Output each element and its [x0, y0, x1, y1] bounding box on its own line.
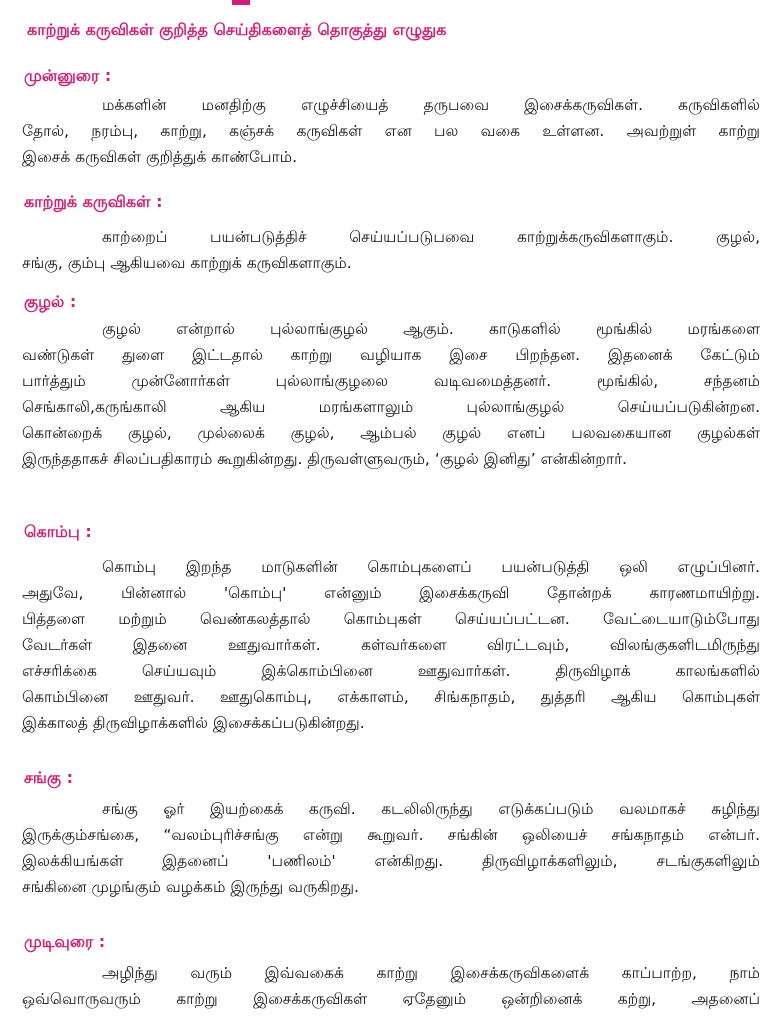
paragraph-line: அதுவே, பின்னால் 'கொம்பு' என்னும் இசைக்கருவி தோன்றக் காரணமாயிற்று. [22, 584, 760, 602]
paragraph-line: இருந்ததாகச் சிலப்பதிகாரம் கூறுகின்றது. திருவள்ளுவரும், ‘குழல் இனிது’ என்கின்றார். [22, 450, 628, 468]
section-heading-flute: குழல் : [24, 292, 77, 311]
section-paragraph-horn [22, 554, 760, 736]
section-heading-intro: முன்னுரை : [24, 66, 112, 85]
section-paragraph-flute [22, 316, 760, 472]
paragraph-line: கொம்பினை ஊதுவர். ஊதுகொம்பு, எக்காளம், சிங்கநாதம், துத்தரி ஆகிய கொம்புகள் [22, 688, 760, 706]
section-paragraph-wind-instruments [22, 224, 760, 276]
paragraph-line: இக்காலத் திருவிழாக்களில் இசைக்கப்படுகின்றது. [22, 714, 365, 732]
paragraph-line: கொம்பு இறந்த மாடுகளின் கொம்புகளைப் பயன்படுத்தி ஒலி எழுப்பினர். [102, 558, 760, 576]
paragraph-line: பார்த்தும் முன்னோர்கள் புல்லாங்குழலை வடிவமைத்தனர். மூங்கில், சந்தனம் [22, 372, 760, 390]
paragraph-line: அழிந்து வரும் இவ்வகைக் காற்று இசைக்கருவிகளைக் காப்பாற்ற, நாம் [102, 964, 760, 982]
paragraph-line: பித்தளை மற்றும் வெண்கலத்தால் கொம்புகள் செய்யப்பட்டன. வேட்டையாடும்போது [22, 610, 760, 628]
page-title: காற்றுக் கருவிகள் குறித்த செய்திகளைத் தொகுத்து எழுதுக [27, 20, 447, 39]
paragraph-line: மக்களின் மனதிற்கு எழுச்சியைத் தருபவை இசைக்கருவிகள். கருவிகளில் [102, 96, 760, 114]
paragraph-line: இருக்கும்சங்கை, “வலம்புரிச்சங்கு என்று கூறுவர். சங்கின் ஒலியைச் சங்கநாதம் என்பர். [22, 826, 760, 844]
paragraph-line: ஒவ்வொருவரும் காற்று இசைக்கருவிகள் ஏதேனும் ஒன்றினைக் கற்று, அதனைப் [22, 990, 760, 1008]
paragraph-line: சங்கு, கும்பு ஆகியவை காற்றுக் கருவிகளாகும். [22, 254, 352, 272]
paragraph-line: சங்கு ஓர் இயற்கைக் கருவி. கடலிலிருந்து எடுக்கப்படும் வலமாகச் சுழிந்து [102, 800, 760, 818]
section-paragraph-intro [22, 92, 760, 170]
paragraph-line: இசைக் கருவிகள் குறித்துக் காண்போம். [22, 148, 298, 166]
section-heading-horn: கொம்பு : [24, 522, 92, 541]
paragraph-line: வண்டுகள் துளை இட்டதால் காற்று வழியாக இசை பிறந்தன. இதனைக் கேட்டும் [22, 346, 760, 364]
paragraph-line: கொன்றைக் குழல், முல்லைக் குழல், ஆம்பல் குழல் எனப் பலவகையான குழல்கள் [22, 424, 760, 442]
paragraph-line: குழல் என்றால் புல்லாங்குழல் ஆகும். காடுகளில் மூங்கில் மரங்களை [102, 320, 760, 338]
section-heading-conch: சங்கு : [24, 768, 73, 787]
paragraph-line: தோல், நரம்பு, காற்று, கஞ்சக் கருவிகள் என பல வகை உள்ளன. அவற்றுள் காற்று [22, 122, 760, 140]
section-heading-conclusion: முடிவுரை : [24, 932, 106, 951]
paragraph-line: இலக்கியங்கள் இதனைப் 'பணிலம்' என்கிறது. திருவிழாக்களிலும், சடங்குகளிலும் [22, 852, 760, 870]
paragraph-line: காற்றைப் பயன்படுத்திச் செய்யப்படுபவை காற்றுக்கருவிகளாகும். குழல், [102, 228, 760, 246]
top-edge-mark [232, 0, 250, 5]
paragraph-line: எச்சரிக்கை செய்யவும் இக்கொம்பினை ஊதுவார்கள். திருவிழாக் காலங்களில் [22, 662, 760, 680]
section-paragraph-conch [22, 796, 760, 900]
section-paragraph-conclusion [22, 960, 760, 1012]
paragraph-line: வேடர்கள் இதனை ஊதுவார்கள். கள்வர்களை விரட்டவும், விலங்குகளிடமிருந்து [22, 636, 760, 654]
paragraph-line: செங்காலி,கருங்காலி ஆகிய மரங்களாலும் புல்லாங்குழல் செய்யப்படுகின்றன. [22, 398, 760, 416]
section-heading-wind-instruments: காற்றுக் கருவிகள் : [24, 192, 163, 211]
paragraph-line: சங்கினை முழங்கும் வழக்கம் இருந்து வருகிறது. [22, 878, 359, 896]
